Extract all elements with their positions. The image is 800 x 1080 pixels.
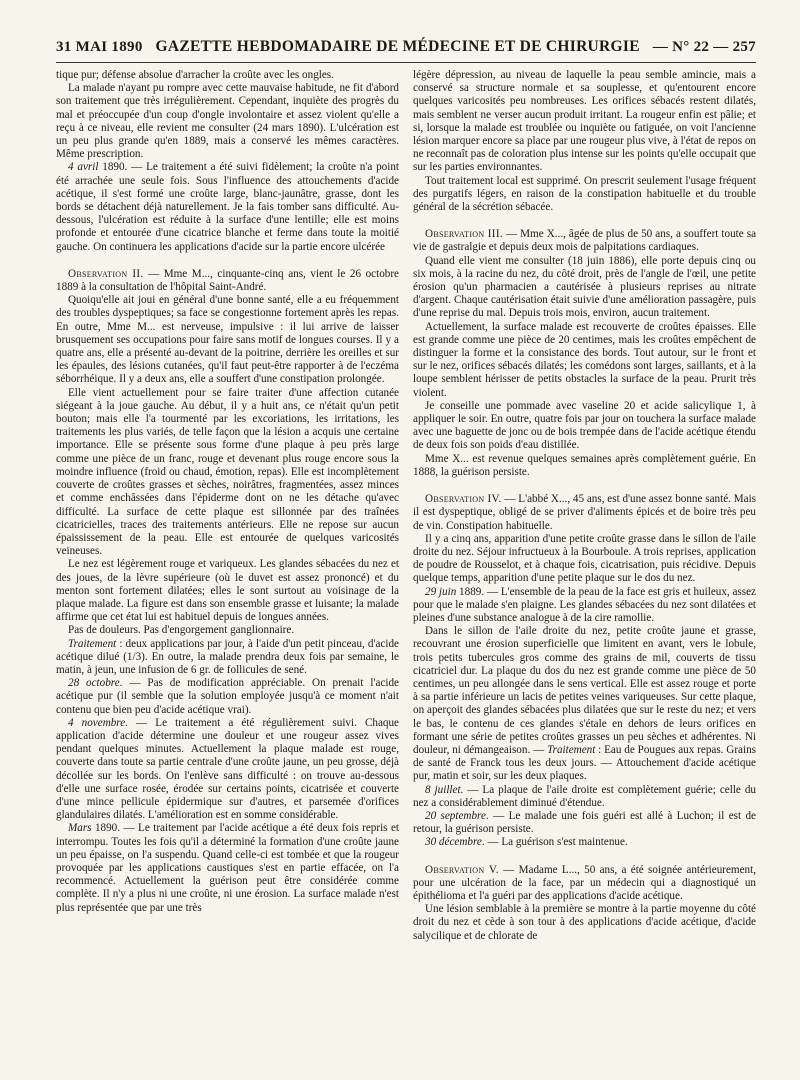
journal-title: GAZETTE HEBDOMADAIRE DE MÉDECINE ET DE CHIRURGIE bbox=[155, 38, 640, 55]
observation-label: Observation III. bbox=[425, 228, 503, 241]
left-column bbox=[56, 69, 399, 943]
observation-label: Observation II. bbox=[68, 267, 144, 280]
entry-date: 4 novembre bbox=[68, 716, 126, 729]
paragraph: Il y a cinq ans, apparition d'une petite croûte grasse dans le sillon de l'aile droite du nez. Séjour infructueux à la Bourboule. A trois reprises, application de poudre de Rousselot, et à chaque fois, cicatrisation, puis récidive. Depuis quelque temps, apparition d'une petite plaque sur le dos du nez. bbox=[413, 532, 756, 585]
paragraph: Actuellement, la surface malade est recouverte de croûtes épaisses. Elle est grande comme une pièce de 20 centimes, mais les croûtes empêchent de distinguer la forme et la consistance des bords. Tout autour, sur le front et sur le nez, orifices sébacés dilatés; les comédons sont larges, saillants, et à la loupe semblent hérisser de petits obstacles la surface de la peau. Prurit très violent. bbox=[413, 320, 756, 399]
observation-heading: Observation III. — Mme X..., âgée de plus de 50 ans, a souffert toute sa vie de gastralgie et depuis deux mois de palpitations cardiaques. bbox=[413, 228, 757, 254]
paragraph: légère dépression, au niveau de laquelle la peau semble amincie, mais a conservé sa structure normale et sa souplesse, et qu'entourent encore quelques varicosités peu nombreuses. Les orifices sébacés restent dilatés, mais semblent ne verser aucun produit irritant. La rougeur enfin est pâlie; et si, lorsque la malade est troublée ou inquiète ou fatiguée, on voit l'ancienne lésion marquer encore sa place par une rougeur plus vive, à l'état de repos on ne reconnaît pas de coloration plus intense sur les points qu'elle occupait que sur les parties environnantes. bbox=[413, 69, 756, 174]
paragraph: Pas de douleurs. Pas d'engorgement ganglionnaire. bbox=[68, 624, 295, 637]
paragraph: 29 juin 1889. — L'ensemble de la peau de la face est gris et huileux, assez pour que le malade s'en plaigne. Les glandes sébacées du nez sont dilatées et pleines d'une substance analogue à de la cire ramollie. bbox=[413, 585, 756, 624]
treatment-label: Traitement bbox=[68, 637, 117, 650]
page-number: — N° 22 — 257 bbox=[652, 39, 756, 55]
paragraph: Le nez est légèrement rouge et variqueux. Les glandes sébacées du nez et des joues, de la lèvre supérieure (où le duvet est assez prononcé) et du menton sont fortement dilatées; elles le sont surtout au voisinage de la plaque malade. La figure est dans son ensemble grasse et luisante; la malade affirme que cet état lui est habituel depuis de longues années. bbox=[56, 558, 399, 624]
entry-date: 8 juillet bbox=[425, 783, 461, 796]
entry-date: 20 septembre bbox=[425, 809, 486, 822]
paragraph: Je conseille une pommade avec vaseline 20 et acide salicylique 1, à appliquer le soir. En outre, quatre fois par jour on touchera la surface malade avec une baguette de jonc ou de bois trempée dans de l'acide acétique étendu de deux fois son poids d'eau distillée. bbox=[413, 399, 756, 452]
paragraph: Une lésion semblable à la première se montre à la partie moyenne du côté droit du nez et cède à son tour à des applications d'acide acétique, d'acide salycilique et de chlorate de bbox=[413, 903, 756, 942]
paragraph: 4 novembre. — Le traitement a été régulièrement suivi. Chaque application d'acide détermine une douleur et une rougeur assez vives pendant quelques minutes. Actuellement la plaque malade est rouge, couverte dans toute sa partie centrale d'une croûte jaune, un peu grosse, déjà décollée sur les bords. On l'enlève sans difficulté : on trouve au-dessous d'elle une surface rosée, érodée sur certains points, cicatrisée et couverte d'une mince pellicule épidermique sur d'autres, et parsemée d'orifices glandulaires dilatés. L'amélioration est en somme considérable. bbox=[56, 716, 399, 822]
paragraph: 30 décembre. — La guérison s'est maintenue. bbox=[425, 836, 628, 849]
observation-label: Observation IV. bbox=[425, 493, 502, 506]
entry-date: 29 juin bbox=[425, 585, 457, 598]
paragraph: 4 avril 1890. — Le traitement a été suivi fidèlement; la croûte n'a point été arrachée une seule fois. Sous l'influence des attouchements d'acide acétique, il s'est formé une croûte large, blanc-jaunâtre, grasse, dont les bords se détachent déjà naturellement. Je la fais tomber sans difficulté. Au-dessous, l'ulcération est réduite à la surface d'une lentille; elle est moins profonde et entourée d'une cicatrice blanche et ferme dans toute la moitié gauche. On continuera les applications d'acide sur la partie encore ulcérée bbox=[56, 161, 399, 253]
paragraph: Elle vient actuellement pour se faire traiter d'une affection cutanée siégeant à la joue gauche. Au début, il y a huit ans, ce n'était qu'un petit bouton; mais elle l'a tourmenté par les excoriations, les irritations, les traitements les plus variés, de telle façon que la lésion a acquis une certaine importance. Elle se présente sous forme d'une plaque à peu près large comme une pièce de un franc, rouge et devenant plus rouge encore sous la moindre influence (froid ou chaud, émotion, repas). Elle est incomplètement couverte de croûtes grasses et sèches, noirâtres, fragmentées, assez minces et comme enchâssées dans l'épiderme dont on ne les détache qu'avec difficulté. La surface de cette plaque est sillonnée par des traînées cicatricielles, traces des traitements antérieurs. Elle ne repose sur aucun épaississement de la peau. Elle est entourée de quelques varicosités veineuses. bbox=[56, 386, 399, 558]
paragraph: 20 septembre. — Le malade une fois guéri est allé à Luchon; il est de retour, la guérison persiste. bbox=[413, 809, 756, 836]
running-header bbox=[56, 0, 756, 63]
paragraph: 8 juillet. — La plaque de l'aile droite est complètement guérie; celle du nez a considérablement diminué d'étendue. bbox=[413, 783, 756, 809]
paragraph: 28 octobre. — Pas de modification appréciable. On prenait l'acide acétique pur (il semble que la solution employée jusqu'à ce moment n'ait contenu que bien peu d'acide acétique vrai). bbox=[56, 677, 399, 716]
entry-date: Mars bbox=[68, 822, 92, 835]
paragraph: La malade n'ayant pu rompre avec cette mauvaise habitude, ne fit d'abord son traitement que très irrégulièrement. Cependant, inquiète des progrès du mal et préoccupée d'un coup d'ongle involontaire et assez violent qu'elle a reçu à ce niveau, elle revient me consulter (24 mars 1890). L'ulcération est un peu plus grande qu'en 1889, mais a conservé les mêmes caractères. Même prescription. bbox=[56, 82, 399, 161]
observation-heading: Observation V. — Madame L..., 50 ans, a été soignée antérieurement, pour une ulcération de la face, par un médecin qui a diagnostiqué un épithélioma et l'a guéri par des applications d'acide acétique. bbox=[413, 863, 756, 902]
observation-label: Observation V. bbox=[425, 863, 499, 876]
treatment-label: Traitement bbox=[547, 743, 596, 756]
paragraph: Traitement : deux applications par jour, à l'aide d'un petit pinceau, d'acide acétique dilué (1/3). En outre, la malade prendra deux fois par semaine, le matin, à jeun, une infusion de 6 gr. de follicules de sené. bbox=[56, 637, 399, 676]
paragraph: Dans le sillon de l'aile droite du nez, petite croûte jaune et grasse, recouvrant une érosion superficielle que limitent en avant, vers le lobule, trois petits tubercules gros comme des grains de mil, couverts de tissu cicatriciel dur. La plaque du dos du nez est grande comme une pièce de 50 centimes, un peu allongée dans le sens vertical. Elle est assez rouge et porte à sa partie inférieure un lacis de petites veines variqueuses. Sur cette plaque, on aperçoit des glandes sébacées plus dilatées que sur le reste du nez; et vers le bas, le contenu de ces glandes s'étale en dehors de leurs orifices en formant une série de petites croûtes grasses un peu sèches et adhérentes. Ni douleur, ni démangeaison. — Traitement : Eau de Pougues aux repas. Grains de santé de Franck tous les deux jours. — Attouchement d'acide acétique pur, matin et soir, sur les deux plaques. bbox=[413, 625, 756, 783]
paragraph: tique pur; défense absolue d'arracher la croûte avec les ongles. bbox=[56, 69, 334, 81]
issue-date: 31 MAI 1890 bbox=[56, 39, 143, 55]
paragraph: Mme X... est revenue quelques semaines après complètement guérie. En 1888, la guérison persiste. bbox=[413, 452, 756, 478]
entry-date: 28 octobre bbox=[68, 677, 120, 690]
paragraph: Mars 1890. — Le traitement par l'acide acétique a été deux fois repris et interrompu. Toutes les fois qu'il a déterminé la formation d'une croûte jaune un peu épaisse, on l'a suspendu. Quand celle-ci est tombée et que la rougeur provoquée par les applications caustiques s'est en partie effacée, on l'a recommencé. Actuellement la guérison peut être considérée comme complète. Il n'y a plus ni une croûte, ni une érosion. La surface malade n'est plus représentée que par une très bbox=[56, 822, 399, 914]
paragraph: Quand elle vient me consulter (18 juin 1886), elle porte depuis cinq ou six mois, à la racine du nez, du côté droit, près de l'angle de l'œil, une petite érosion qu'un pharmacien a cautérisée à plusieurs reprises au nitrate d'argent. Chaque cautérisation était suivie d'une amélioration passagère, puis d'une reprise du mal. Depuis trois mois, environ, aucun traitement. bbox=[413, 254, 756, 320]
entry-date: 4 avril bbox=[68, 161, 99, 174]
text-columns bbox=[56, 69, 756, 943]
observation-heading: Observation IV. — L'abbé X..., 45 ans, est d'une assez bonne santé. Mais il est dyspeptique, obligé de se priver d'aliments épicés et de boire très peu de vin. Constipation habituelle. bbox=[413, 493, 757, 532]
paragraph: Tout traitement local est supprimé. On prescrit seulement l'usage fréquent des purgatifs légers, en raison de la constipation habituelle et du trouble général de la sécrétion sébacée. bbox=[413, 174, 756, 214]
paragraph: Quoiqu'elle ait joui en général d'une bonne santé, elle a eu fréquemment des troubles dyspeptiques; sa face se congestionne fortement après les repas. En outre, Mme M... est nerveuse, impulsive : il lui arrive de laisser brusquement ses occupations pour faire sans motif de longues courses. Il y a quatre ans, elle a présenté au-devant de la poitrine, derrière les oreilles et sur les épaules, des lésions cutanées, qu'il faut peut-être rapporter à de l'eczéma séborrhéique. Il y a deux ans, elle a souffert d'une constipation prolongée. bbox=[56, 294, 399, 386]
entry-date: 30 décembre bbox=[425, 836, 482, 849]
right-column bbox=[413, 69, 756, 943]
observation-heading: Observation II. — Mme M..., cinquante-cinq ans, vient le 26 octobre 1889 à la consultation de l'hôpital Saint-André. bbox=[56, 267, 399, 294]
